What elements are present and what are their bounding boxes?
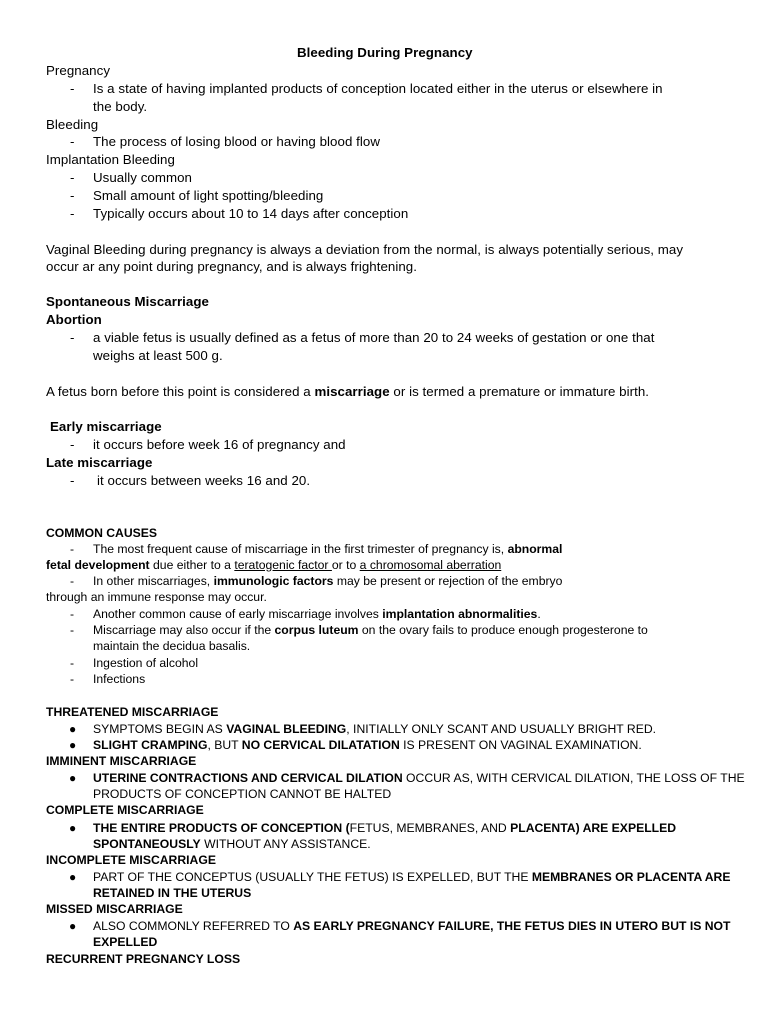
premature-birth-paragraph bbox=[46, 383, 649, 401]
dash-marker: - bbox=[70, 473, 75, 488]
document-title: Bleeding During Pregnancy bbox=[297, 45, 473, 60]
incomplete-miscarriage-heading: INCOMPLETE MISCARRIAGE bbox=[46, 853, 216, 867]
text-run: OCCUR AS, WITH CERVICAL DILATION, THE LOSS OF THE bbox=[402, 771, 745, 785]
text-run-bold: SLIGHT CRAMPING bbox=[93, 738, 208, 752]
text-run-underlined: a chromosomal aberration bbox=[359, 558, 502, 572]
text-run-bold: MEMBRANES OR PLACENTA ARE bbox=[531, 870, 731, 884]
implantation-heading: Implantation Bleeding bbox=[46, 152, 175, 167]
text-run-bold: SPONTANEOUSLY bbox=[93, 837, 201, 851]
text-run: WITHOUT ANY ASSISTANCE. bbox=[200, 837, 371, 851]
complete-item-line-1 bbox=[93, 820, 676, 836]
text-run: , BUT bbox=[207, 738, 242, 752]
text-run: due either to a bbox=[149, 558, 235, 572]
imminent-item-line-2: PRODUCTS OF CONCEPTION CANNOT BE HALTED bbox=[93, 787, 392, 801]
complete-miscarriage-heading: COMPLETE MISCARRIAGE bbox=[46, 803, 204, 817]
threatened-item-2 bbox=[93, 737, 642, 753]
bullet-marker: ● bbox=[69, 722, 77, 736]
dash-marker: - bbox=[70, 574, 75, 588]
dash-marker: - bbox=[70, 542, 75, 556]
dash-marker: - bbox=[70, 623, 75, 637]
text-run-bold: miscarriage bbox=[314, 384, 390, 399]
text-run: The most frequent cause of miscarriage in the first trimester of pregnancy is, bbox=[93, 542, 508, 556]
complete-item-line-2 bbox=[93, 836, 371, 852]
dash-marker: - bbox=[70, 437, 75, 452]
cause-immunologic-line-2: through an immune response may occur. bbox=[46, 590, 267, 604]
text-run: Miscarriage may also occur if the bbox=[93, 623, 275, 637]
cause-infections: Infections bbox=[93, 672, 146, 686]
threatened-item-1 bbox=[93, 721, 656, 737]
vaginal-bleeding-paragraph-line-1: Vaginal Bleeding during pregnancy is always a deviation from the normal, is always potentially serious, may bbox=[46, 242, 684, 257]
dash-marker: - bbox=[70, 656, 75, 670]
early-miscarriage-item: it occurs before week 16 of pregnancy and bbox=[93, 437, 346, 452]
cause-alcohol: Ingestion of alcohol bbox=[93, 656, 199, 670]
spontaneous-miscarriage-heading: Spontaneous Miscarriage bbox=[46, 294, 209, 309]
incomplete-item-line-1 bbox=[93, 869, 730, 885]
imminent-miscarriage-heading: IMMINENT MISCARRIAGE bbox=[46, 754, 197, 768]
text-run: In other miscarriages, bbox=[93, 574, 214, 588]
implantation-item: Usually common bbox=[93, 170, 192, 185]
late-miscarriage-item: it occurs between weeks 16 and 20. bbox=[97, 473, 311, 488]
incomplete-item-line-2: RETAINED IN THE UTERUS bbox=[93, 886, 252, 900]
recurrent-pregnancy-loss-heading: RECURRENT PREGNANCY LOSS bbox=[46, 952, 241, 966]
text-run-bold: implantation abnormalities bbox=[382, 607, 538, 621]
early-miscarriage-heading: Early miscarriage bbox=[50, 419, 162, 434]
pregnancy-definition-line-2: the body. bbox=[93, 99, 148, 114]
text-run-bold: fetal development bbox=[46, 558, 150, 572]
implantation-item: Typically occurs about 10 to 14 days after conception bbox=[93, 206, 409, 221]
text-run: A fetus born before this point is considered a bbox=[46, 384, 315, 399]
text-run: may be present or rejection of the embryo bbox=[333, 574, 563, 588]
text-run-bold: UTERINE CONTRACTIONS AND CERVICAL DILATION bbox=[93, 771, 403, 785]
dash-marker: - bbox=[70, 330, 75, 345]
cause-implantation bbox=[93, 606, 541, 622]
text-run: Another common cause of early miscarriage involves bbox=[93, 607, 383, 621]
text-run: or to bbox=[331, 558, 360, 572]
cause-corpus-luteum-line-1 bbox=[93, 622, 648, 638]
bullet-marker: ● bbox=[69, 821, 77, 835]
text-run-bold: THE ENTIRE PRODUCTS OF CONCEPTION ( bbox=[93, 821, 350, 835]
bleeding-definition: The process of losing blood or having blood flow bbox=[93, 134, 380, 149]
bullet-marker: ● bbox=[69, 738, 77, 752]
text-run-underlined: teratogenic factor bbox=[234, 558, 332, 572]
cause-corpus-luteum-line-2: maintain the decidua basalis. bbox=[93, 639, 251, 653]
dash-marker: - bbox=[70, 672, 75, 686]
bullet-marker: ● bbox=[69, 919, 77, 933]
abortion-definition-line-2: weighs at least 500 g. bbox=[93, 348, 223, 363]
abortion-heading: Abortion bbox=[46, 312, 102, 327]
imminent-item-line-1 bbox=[93, 770, 745, 786]
cause-immunologic-line-1 bbox=[93, 573, 562, 589]
implantation-item: Small amount of light spotting/bleeding bbox=[93, 188, 324, 203]
dash-marker: - bbox=[70, 607, 75, 621]
bullet-marker: ● bbox=[69, 771, 77, 785]
threatened-miscarriage-heading: THREATENED MISCARRIAGE bbox=[46, 705, 219, 719]
common-causes-heading: COMMON CAUSES bbox=[46, 526, 158, 540]
text-run: on the ovary fails to produce enough progesterone to bbox=[358, 623, 648, 637]
text-run-bold: immunologic factors bbox=[213, 574, 334, 588]
pregnancy-definition-line-1: Is a state of having implanted products of conception located either in the uterus or elsewhere in bbox=[93, 81, 663, 96]
missed-item-line-1 bbox=[93, 918, 730, 934]
missed-item-line-2: EXPELLED bbox=[93, 935, 158, 949]
pregnancy-heading: Pregnancy bbox=[46, 63, 111, 78]
text-run: ALSO COMMONLY REFERRED TO bbox=[93, 919, 294, 933]
text-run: , INITIALLY ONLY SCANT AND USUALLY BRIGHT RED. bbox=[346, 722, 657, 736]
bleeding-heading: Bleeding bbox=[46, 117, 99, 132]
cause-fetal-development-line-1 bbox=[93, 541, 562, 557]
text-run: IS PRESENT ON VAGINAL EXAMINATION. bbox=[399, 738, 642, 752]
text-run-bold: VAGINAL BLEEDING bbox=[226, 722, 347, 736]
text-run: or is termed a premature or immature birth. bbox=[389, 384, 650, 399]
bullet-marker: ● bbox=[69, 870, 77, 884]
dash-marker: - bbox=[70, 206, 75, 221]
cause-fetal-development-line-2 bbox=[46, 557, 501, 573]
text-run: PART OF THE CONCEPTUS (USUALLY THE FETUS) IS EXPELLED, BUT THE bbox=[93, 870, 532, 884]
text-run-bold: abnormal bbox=[507, 542, 563, 556]
vaginal-bleeding-paragraph-line-2: occur ar any point during pregnancy, and is always frightening. bbox=[46, 259, 417, 274]
text-run: . bbox=[537, 607, 541, 621]
dash-marker: - bbox=[70, 81, 75, 96]
late-miscarriage-heading: Late miscarriage bbox=[46, 455, 153, 470]
dash-marker: - bbox=[70, 134, 75, 149]
text-run-bold: PLACENTA) ARE EXPELLED bbox=[510, 821, 677, 835]
text-run: FETUS, MEMBRANES, AND bbox=[349, 821, 511, 835]
dash-marker: - bbox=[70, 170, 75, 185]
dash-marker: - bbox=[70, 188, 75, 203]
missed-miscarriage-heading: MISSED MISCARRIAGE bbox=[46, 902, 183, 916]
abortion-definition-line-1: a viable fetus is usually defined as a fetus of more than 20 to 24 weeks of gestation or one that bbox=[93, 330, 655, 345]
text-run-bold: corpus luteum bbox=[274, 623, 359, 637]
text-run: SYMPTOMS BEGIN AS bbox=[93, 722, 227, 736]
text-run-bold: NO CERVICAL DILATATION bbox=[241, 738, 400, 752]
text-run-bold: AS EARLY PREGNANCY FAILURE, THE FETUS DIES IN UTERO BUT IS NOT bbox=[293, 919, 731, 933]
